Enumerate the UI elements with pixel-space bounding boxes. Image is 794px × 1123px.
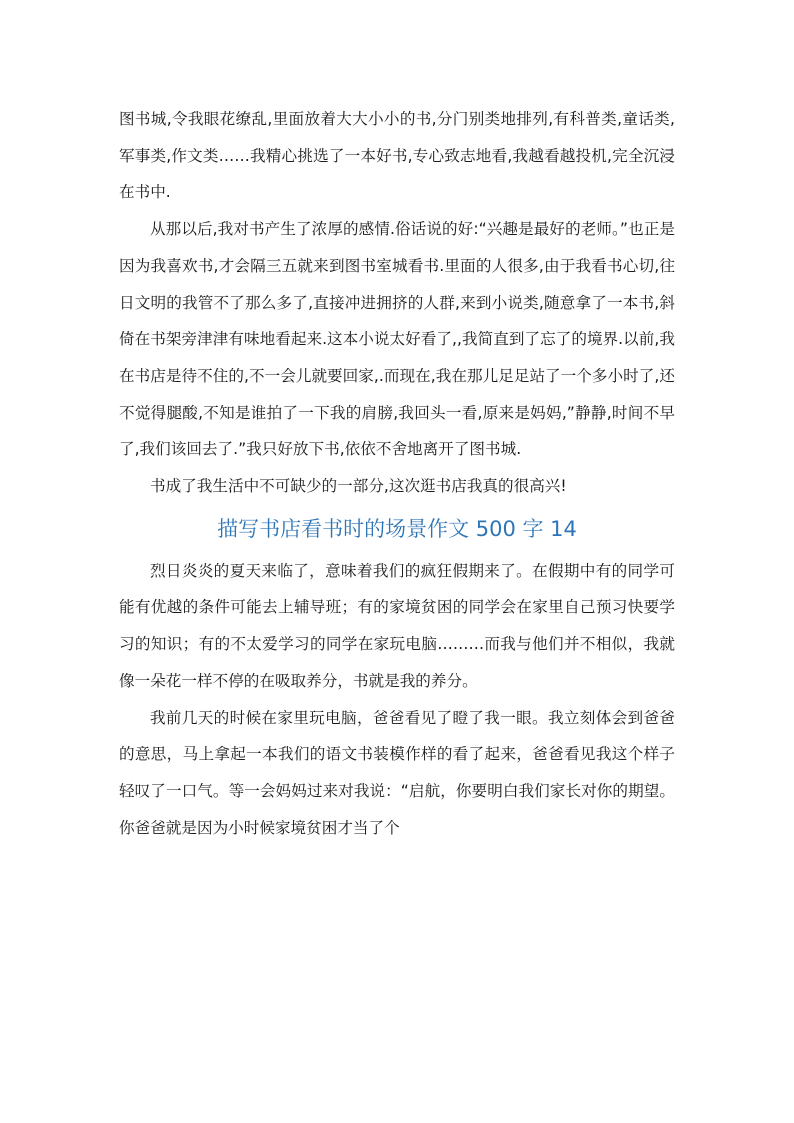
- paragraph-continued: 图书城,令我眼花缭乱,里面放着大大小小的书,分门别类地排列,有科普类,童话类,军事类,作文类……我精心挑选了一本好书,专心致志地看,我越看越投机,完全沉浸在书中.: [119, 110, 675, 202]
- paragraph: 从那以后,我对书产生了浓厚的感情.俗话说的好:“兴趣是最好的老师。”也正是因为我喜欢书,才会隔三五就来到图书室城看书.里面的人很多,由于我看书心切,往日文明的我管不了那么多了,直接冲进拥挤的人群,来到小说类,随意拿了一本书,斜倚在书架旁津津有味地看起来.这本小说太好看了,,我简直到了忘了的境界.以前,我在书店是待不住的,不一会儿就要回家,.而现在,我在那儿足足站了一个多小时了,还不觉得腿酸,不知是谁拍了一下我的肩膀,我回头一看,原来是妈妈,”静静,时间不早了,我们该回去了.”我只好放下书,依依不舍地离开了图书城.: [119, 220, 675, 459]
- document-body: [119, 101, 675, 846]
- paragraph: 书成了我生活中不可缺少的一部分,这次逛书店我真的很高兴!: [150, 477, 567, 496]
- section-heading: 描写书店看书时的场景作文 500 字 14: [217, 516, 577, 541]
- paragraph: 烈日炎炎的夏天来临了，意味着我们的疯狂假期来了。在假期中有的同学可能有优越的条件可能去上辅导班；有的家境贫困的同学会在家里自己预习快要学习的知识；有的不太爱学习的同学在家玩电脑………而我与他们并不相似，我就像一朵花一样不停的在吸取养分，书就是我的养分。: [119, 561, 675, 690]
- paragraph: 我前几天的时候在家里玩电脑，爸爸看见了瞪了我一眼。我立刻体会到爸爸的意思，马上拿起一本我们的语文书装模作样的看了起来，爸爸看见我这个样子轻叹了一口气。等一会妈妈过来对我说：“启航，你要明白我们家长对你的期望。你爸爸就是因为小时候家境贫困才当了个: [119, 708, 675, 837]
